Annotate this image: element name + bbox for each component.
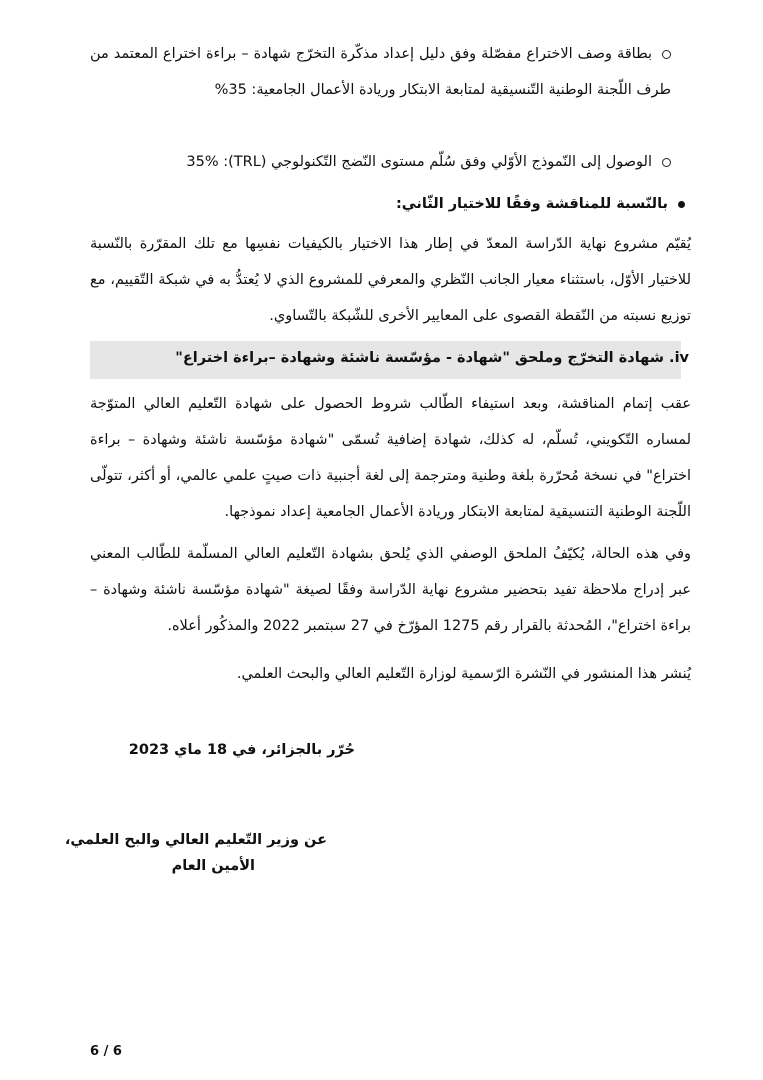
signature-secretary-general: الأمين العام (171, 858, 255, 874)
paragraph-certificate: عقب إتمام المناقشة، وبعد استيفاء الطّالب شروط الحصول على شهادة التّعليم العالي المتوّجة لمساره التّكويني، تُسلّم، له كذلك، شهادة إضافية تُسمّى "شهادة مؤسّسة ناشئة وشهادة – براءة اختراع" في نسخة مُحرّرة بلغة وطنية ومترجمة إلى لغة أجنبية ذات صيتٍ علمي عالمي، أو أكثر، تتولّى اللّجنة الوطنية التنسيقية لمتابعة الابتكار وريادة الأعمال الجامعية إعداد نموذجها. (90, 396, 691, 520)
hollow-bullet-icon (652, 46, 671, 62)
sub-bullet-prototype-trl: الوصول إلى النّموذج الأوّلي وفق سُلّم مستوى النّضج التّكنولوجي (TRL): 35% (90, 144, 671, 180)
page-number: 6 / 6 (90, 1044, 122, 1059)
signature-place-date: حُرّر بالجزائر، في 18 ماي 2023 (128, 742, 355, 758)
second-option-heading: بالنّسبة للمناقشة وفقًا للاختيار الثّاني: (90, 186, 685, 222)
sub-bullet-invention-card: بطاقة وصف الاختراع مفصّلة وفق دليل إعداد مذكّرة التخرّج شهادة – براءة اختراع المعتمد من طرف اللّجنة الوطنية التّنسيقية لمتابعة الابتكار وريادة الأعمال الجامعية: 35% (90, 46, 671, 98)
signature-minister-line: عن وزير التّعليم العالي والبح العلمي، (64, 832, 327, 848)
paragraph-publication: يُنشر هذا المنشور في النّشرة الرّسمية لوزارة التّعليم العالي والبحث العلمي. (236, 666, 691, 682)
section-iv-title: شهادة التخرّج وملحق "شهادة - مؤسّسة ناشئة وشهادة –براءة اختراع" (175, 350, 664, 366)
paragraph-annex: وفي هذه الحالة، يُكيّفُ الملحق الوصفي الذي يُلحق بشهادة التّعليم العالي المسلّمة للطّالب المعني عبر إدراج ملاحظة تفيد بتحضير مشروع نهاية الدّراسة وفقًا لصيغة "شهادة مؤسّسة ناشئة وشهادة – براءة اختراع"، المُحدثة بالقرار رقم 1275 المؤرّخ في 27 سبتمبر 2022 والمذكُور أعلاه. (90, 546, 691, 634)
hollow-bullet-icon (652, 154, 671, 170)
solid-bullet-icon (668, 196, 685, 212)
section-iv-number: iv. (669, 350, 689, 366)
second-option-paragraph: يُقيّم مشروع نهاية الدّراسة المعدّ في إطار هذا الاختيار بالكيفيات نفسِها مع تلك المقرّرة بالنّسبة للاختيار الأوّل، باستثناء معيار الجانب النّظري والمعرفي للمشروع الذي لا يُعتدُّ به في شبكة التّقييم، مع توزيع نسبته من النّقطة القصوى على المعايير الأخرى للشّبكة بالتّساوي. (90, 236, 691, 324)
section-iv-heading (175, 341, 689, 379)
